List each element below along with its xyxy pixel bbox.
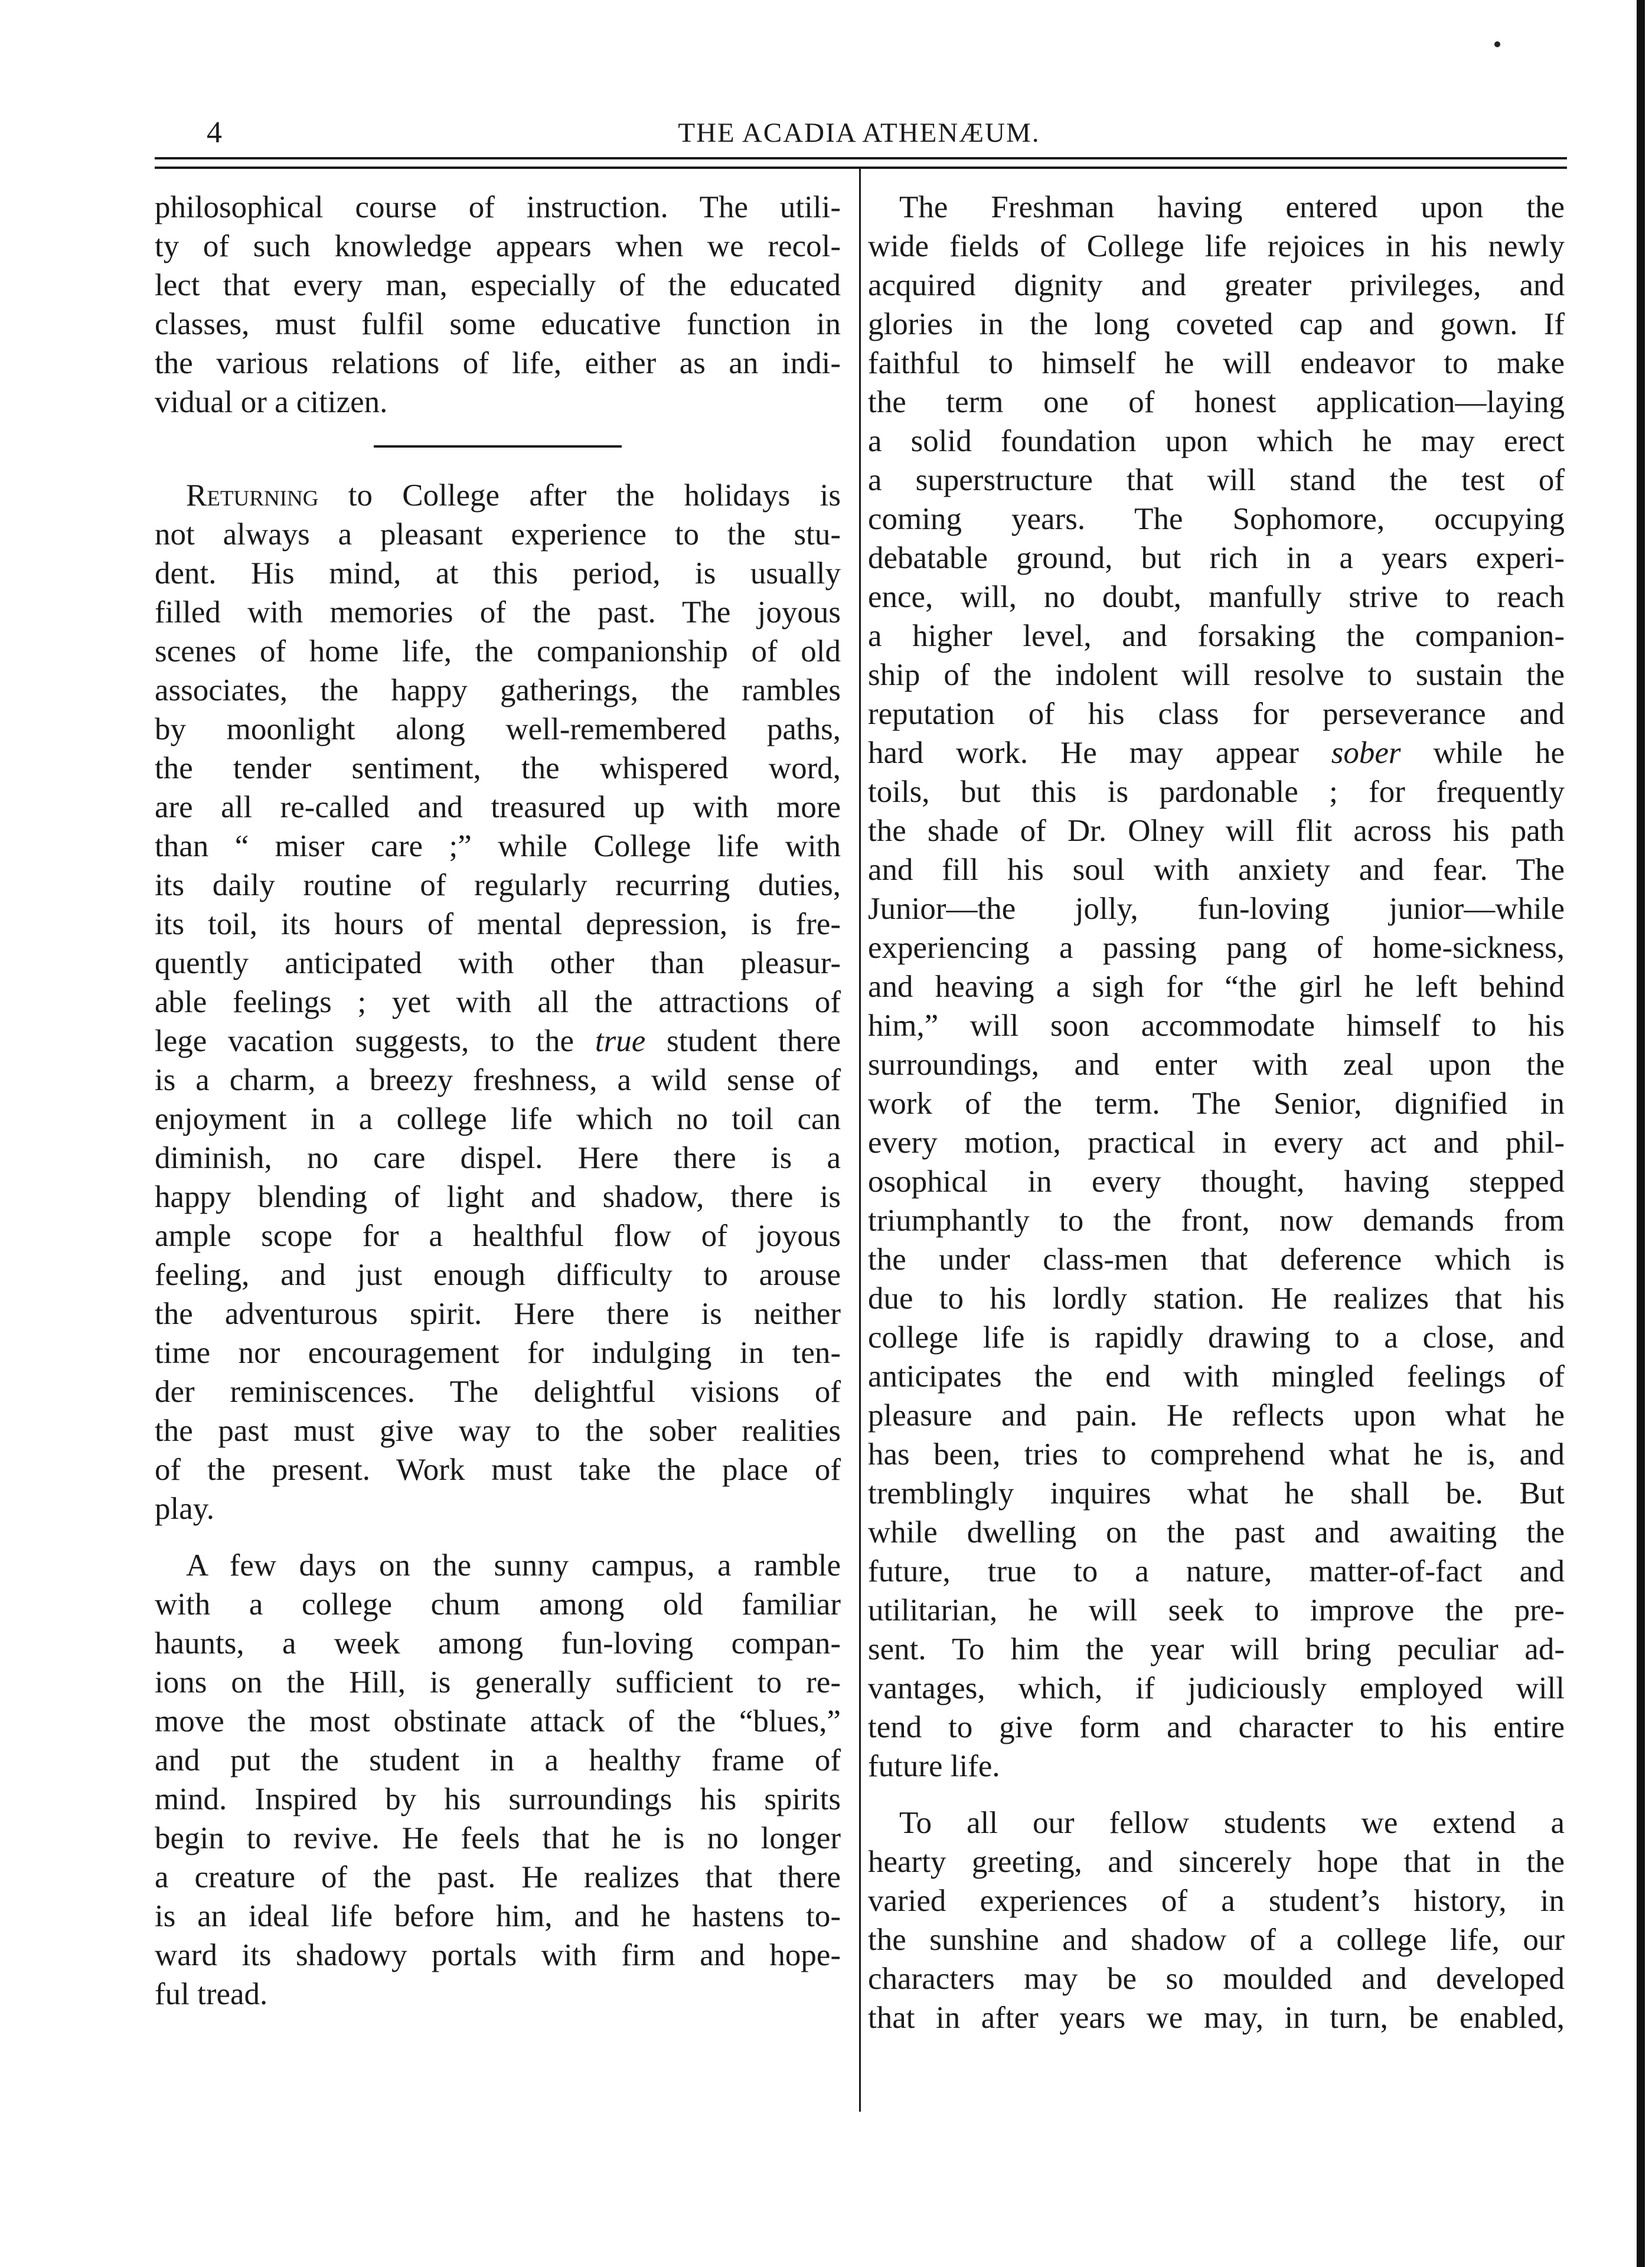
text-line: associates, the happy gatherings, the rambles — [155, 673, 841, 707]
text-line: haunts, a week among fun-loving compan- — [155, 1626, 841, 1661]
text-line: debatable ground, but rich in a years experi- — [868, 541, 1565, 575]
text-line: its toil, its hours of mental depression, is fre- — [155, 907, 841, 941]
text-line: vantages, which, if judiciously employed will — [868, 1671, 1565, 1705]
left-para-2 — [155, 476, 841, 1528]
text-line: its daily routine of regularly recurring duties, — [155, 868, 841, 902]
text-line: happy blending of light and shadow, there is — [155, 1180, 841, 1214]
text-line: ions on the Hill, is generally sufficient to re- — [155, 1665, 841, 1700]
italic-word: true — [595, 1024, 646, 1058]
text-line: tremblingly inquires what he shall be. But — [868, 1476, 1565, 1511]
text-line — [868, 733, 1565, 772]
text-line: pleasure and pain. He reflects upon what he — [868, 1398, 1565, 1433]
text-line: begin to revive. He feels that he is no longer — [155, 1821, 841, 1855]
text-line: by moonlight along well-remembered paths, — [155, 712, 841, 746]
text-run: student there — [645, 1024, 841, 1058]
text-line: the sunshine and shadow of a college life, our — [868, 1923, 1565, 1957]
left-column — [155, 188, 841, 2014]
text-line: mind. Inspired by his surroundings his spirits — [155, 1782, 841, 1816]
text-line: ful tread. — [155, 1977, 268, 2011]
text-run: hard work. He may appear — [868, 736, 1331, 770]
right-column — [868, 188, 1565, 2037]
text-line: with a college chum among old familiar — [155, 1587, 841, 1622]
text-line: tend to give form and character to his entire — [868, 1710, 1565, 1744]
text-line — [155, 1546, 841, 1585]
text-line: experiencing a passing pang of home-sickness, — [868, 931, 1565, 965]
text-line: the adventurous spirit. Here there is neither — [155, 1297, 841, 1331]
header-rule-top — [155, 157, 1567, 159]
text-line: osophical in every thought, having stepped — [868, 1165, 1565, 1199]
header-rule-bottom — [155, 167, 1567, 169]
text-line: ward its shadowy portals with firm and hope- — [155, 1938, 841, 1972]
text-line: able feelings ; yet with all the attractions of — [155, 985, 841, 1019]
text-line: ty of such knowledge appears when we recol- — [155, 229, 841, 263]
text-line: feeling, and just enough difficulty to arouse — [155, 1258, 841, 1292]
text-line: and fill his soul with anxiety and fear. The — [868, 853, 1565, 887]
text-line: characters may be so moulded and developed — [868, 1962, 1565, 1996]
text-line: the various relations of life, either as an indi- — [155, 346, 841, 380]
text-line: of the present. Work must take the place of — [155, 1453, 841, 1487]
text-line: triumphantly to the front, now demands from — [868, 1203, 1565, 1238]
lead-word: Returning — [186, 478, 319, 513]
text-line: utilitarian, he will seek to improve the pre- — [868, 1593, 1565, 1627]
page-edge-bar — [1637, 0, 1645, 2267]
text-line: sent. To him the year will bring peculiar ad- — [868, 1632, 1565, 1666]
text-line: and heaving a sigh for “the girl he left behind — [868, 970, 1565, 1004]
italic-word: sober — [1331, 736, 1401, 770]
text-line: anticipates the end with mingled feelings of — [868, 1359, 1565, 1394]
paragraph-gap — [868, 1786, 1565, 1803]
text-line: diminish, no care dispel. Here there is a — [155, 1141, 841, 1175]
text-run: A few days on the sunny campus, a ramble — [186, 1548, 841, 1583]
text-line: is an ideal life before him, and he hastens to- — [155, 1899, 841, 1933]
text-line: has been, tries to comprehend what he is, and — [868, 1437, 1565, 1472]
right-para-2 — [868, 1803, 1565, 2037]
text-line: him,” will soon accommodate himself to his — [868, 1009, 1565, 1043]
text-line: not always a pleasant experience to the stu- — [155, 517, 841, 552]
text-line: ample scope for a healthful flow of joyous — [155, 1219, 841, 1253]
text-line: surroundings, and enter with zeal upon the — [868, 1048, 1565, 1082]
text-line: toils, but this is pardonable ; for frequently — [868, 775, 1565, 809]
text-line: faithful to himself he will endeavor to make — [868, 346, 1565, 380]
text-line: quently anticipated with other than pleasur- — [155, 946, 841, 980]
text-line: glories in the long coveted cap and gown. If — [868, 307, 1565, 341]
text-line: wide fields of College life rejoices in his newly — [868, 229, 1565, 263]
text-line: varied experiences of a student’s history, in — [868, 1884, 1565, 1918]
text-line: philosophical course of instruction. The utili- — [155, 190, 841, 224]
left-para-3 — [155, 1546, 841, 2014]
text-line — [155, 476, 841, 515]
section-divider — [374, 445, 622, 448]
text-run: while he — [1400, 736, 1565, 770]
paragraph-gap — [155, 1528, 841, 1546]
text-line: lect that every man, especially of the educated — [155, 268, 841, 302]
column-divider — [859, 169, 861, 2112]
text-line: a superstructure that will stand the test of — [868, 463, 1565, 497]
text-line: college life is rapidly drawing to a close, and — [868, 1320, 1565, 1355]
text-run: To all our fellow students we extend a — [899, 1806, 1565, 1840]
text-run: The Freshman having entered upon the — [899, 190, 1565, 224]
text-line: and put the student in a healthy frame of — [155, 1743, 841, 1777]
text-line: is a charm, a breezy freshness, a wild sense of — [155, 1063, 841, 1097]
text-line: scenes of home life, the companionship of old — [155, 634, 841, 668]
text-line: while dwelling on the past and awaiting the — [868, 1515, 1565, 1550]
text-line: that in after years we may, in turn, be enabled, — [868, 2001, 1565, 2035]
text-line: future life. — [868, 1749, 1000, 1783]
text-line: a higher level, and forsaking the companion- — [868, 619, 1565, 653]
text-line: the term one of honest application—laying — [868, 385, 1565, 419]
text-line: Junior—the jolly, fun-loving junior—while — [868, 892, 1565, 926]
text-line: coming years. The Sophomore, occupying — [868, 502, 1565, 536]
text-line: acquired dignity and greater privileges, and — [868, 268, 1565, 302]
text-line: enjoyment in a college life which no toil can — [155, 1102, 841, 1136]
page-number: 4 — [207, 116, 222, 149]
text-line: ship of the indolent will resolve to sustain the — [868, 658, 1565, 692]
text-line: the shade of Dr. Olney will flit across his path — [868, 814, 1565, 848]
text-line: every motion, practical in every act and phil- — [868, 1126, 1565, 1160]
ink-speck — [1494, 41, 1500, 47]
text-line: the under class-men that deference which is — [868, 1242, 1565, 1277]
text-line: work of the term. The Senior, dignified in — [868, 1087, 1565, 1121]
text-line: are all re-called and treasured up with more — [155, 790, 841, 824]
text-line — [155, 1022, 841, 1061]
text-line: dent. His mind, at this period, is usually — [155, 556, 841, 591]
lead-rest: to College after the holidays is — [318, 478, 841, 513]
right-para-1 — [868, 188, 1565, 1786]
text-line: a solid foundation upon which he may erect — [868, 424, 1565, 458]
text-line: play. — [155, 1492, 215, 1526]
text-line: time nor encouragement for indulging in ten- — [155, 1336, 841, 1370]
text-line: vidual or a citizen. — [155, 385, 388, 419]
text-line: due to his lordly station. He realizes that his — [868, 1281, 1565, 1316]
text-line: than “ miser care ;” while College life with — [155, 829, 841, 863]
text-line — [868, 188, 1565, 227]
text-line: the past must give way to the sober realities — [155, 1414, 841, 1448]
text-line: filled with memories of the past. The joyous — [155, 595, 841, 629]
left-para-1 — [155, 188, 841, 422]
text-line: a creature of the past. He realizes that there — [155, 1860, 841, 1894]
text-line: reputation of his class for perseverance and — [868, 697, 1565, 731]
text-line: move the most obstinate attack of the “blues,” — [155, 1704, 841, 1738]
text-line — [868, 1803, 1565, 1842]
page-header — [154, 112, 1565, 154]
text-line: future, true to a nature, matter-of-fact and — [868, 1554, 1565, 1588]
text-line: classes, must fulfil some educative function in — [155, 307, 841, 341]
text-line: der reminiscences. The delightful visions of — [155, 1375, 841, 1409]
running-title: THE ACADIA ATHENÆUM. — [678, 118, 1040, 148]
text-line: ence, will, no doubt, manfully strive to reach — [868, 580, 1565, 614]
text-run: lege vacation suggests, to the — [155, 1024, 595, 1058]
text-line: the tender sentiment, the whispered word, — [155, 751, 841, 785]
text-line: hearty greeting, and sincerely hope that in the — [868, 1845, 1565, 1879]
